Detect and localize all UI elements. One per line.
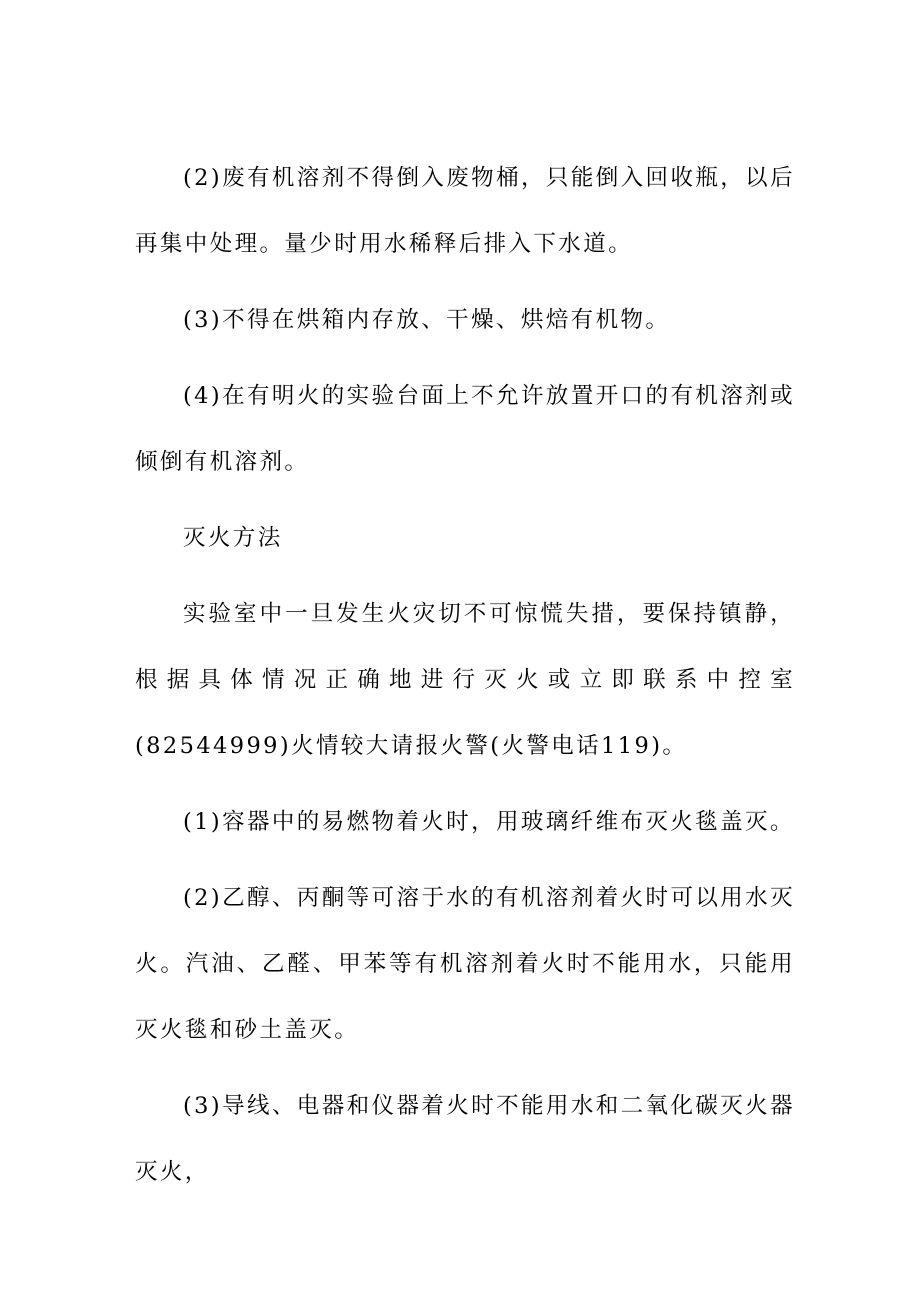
paragraph-oven-rule: (3)不得在烘箱内存放、干燥、烘焙有机物。 bbox=[183, 307, 671, 333]
paragraph-solvent-fire: (2)乙醇、丙酮等可溶于水的有机溶剂着火时可以用水灭火。汽油、乙醛、甲苯等有机溶剂着火时不能用水，只能用灭火毯和砂土盖灭。 bbox=[135, 885, 795, 1043]
paragraph-flammable-container-fire: (1)容器中的易燃物着火时，用玻璃纤维布灭火毯盖灭。 bbox=[183, 809, 795, 835]
paragraph-open-flame-rule: (4)在有明火的实验台面上不允许放置开口的有机溶剂或倾倒有机溶剂。 bbox=[135, 383, 795, 475]
document-body bbox=[135, 145, 795, 1215]
paragraph-electrical-fire: (3)导线、电器和仪器着火时不能用水和二氧化碳灭火器灭火， bbox=[135, 1093, 795, 1185]
paragraph-organic-solvent-disposal: (2)废有机溶剂不得倒入废物桶，只能倒入回收瓶，以后再集中处理。量少时用水稀释后排入下水道。 bbox=[135, 165, 795, 257]
paragraph-fire-response: 实验室中一旦发生火灾切不可惊慌失措，要保持镇静，根据具体情况正确地进行灭火或立即联系中控室(82544999)火情较大请报火警(火警电话119)。 bbox=[135, 601, 795, 759]
section-heading-fire-extinguishing: 灭火方法 bbox=[183, 525, 283, 551]
